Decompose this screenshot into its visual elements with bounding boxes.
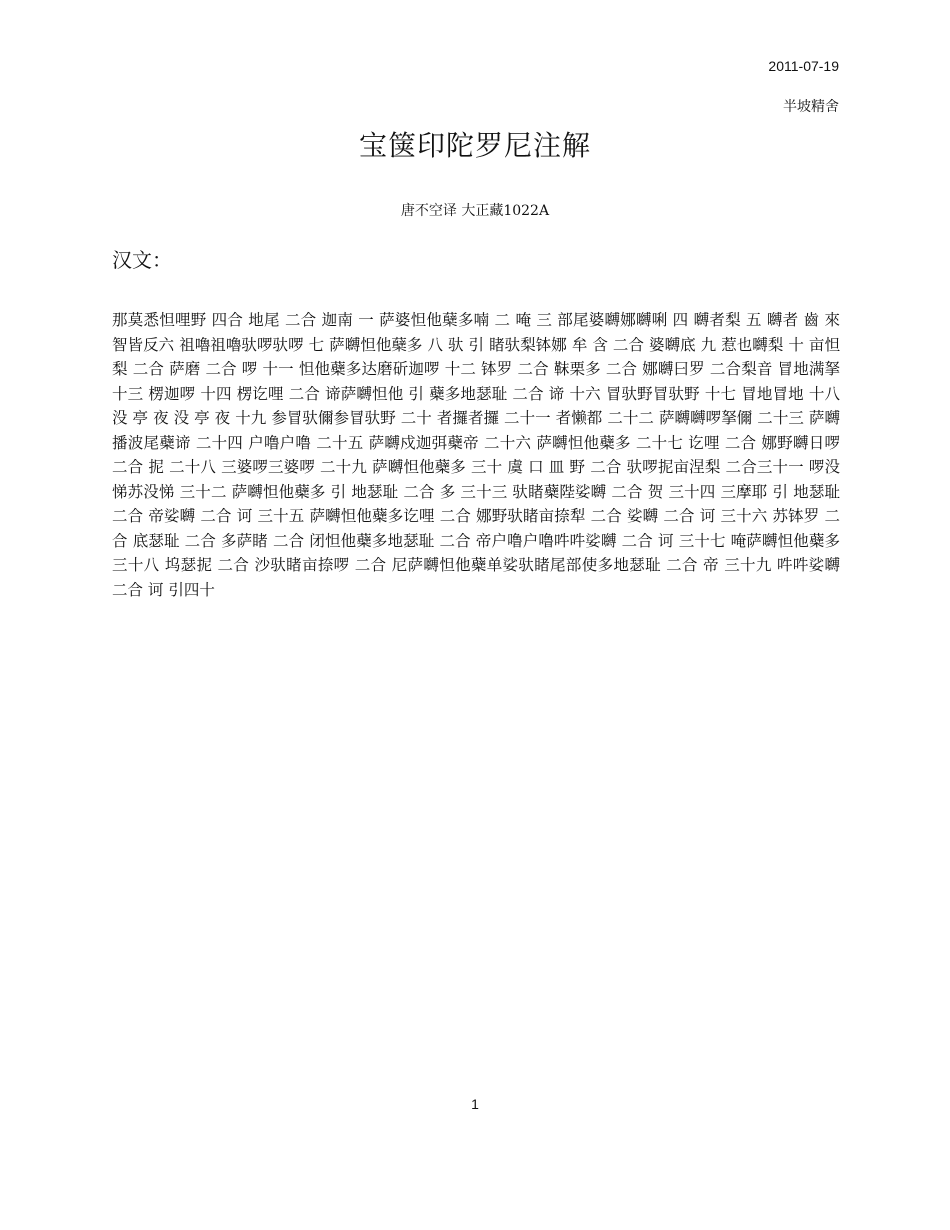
dharani-text: 那莫悉怛哩野 四合 地尾 二合 迦南 一 萨婆怛他蘖多喃 二 唵 三 部尾婆嚩娜嚩唎 四 嚩者梨 五 嚩者 齒 來 智皆反六 祖嚕祖嚕驮啰驮啰 七 萨嚩怛他蘖多 八 驮 引 睹驮梨钵娜 牟 含 二合 婆嚩底 九 惹也嚩梨 十 亩怛梨 二合 萨磨 二合 啰 十一 怛他蘗多达磨斫迦啰 十二 钵罗 二合 靺栗多 二合 娜嚩曰罗 二合梨音 冒地满拏 十三 楞迦啰 十四 楞讫哩 二合 谛萨嚩怛他 引 蘗多地瑟耻 二合 谛 十六 冒驮野冒驮野 十七 冒地冒地 十八 没 亭 夜 没 亭 夜 十九 参冒驮儞参冒驮野 二十 者攞者攞 二十一 者懒都 二十二 萨嚩嚩啰拏儞 二十三 萨嚩播波尾蘗谛 二十四 户噜户噜 二十五 萨嚩戍迦弭蘗帝 二十六 萨嚩怛他蘗多 二十七 讫哩 二合 娜野嚩日啰 二合 抳 二十八 三婆啰三婆啰 二十九 萨嚩怛他蘗多 三十 虞 口 皿 野 二合 驮啰抳亩涅梨 二合三十一 啰没悌苏没悌 三十二 萨嚩怛他蘗多 引 地瑟耻 二合 多 三十三 驮睹蘗陛娑嚩 二合 贺 三十四 三摩耶 引 地瑟耻 二合 帝娑嚩 二合 诃 三十五 萨嚩怛他蘗多讫哩 二合 娜野驮睹亩捺犁 二合 娑嚩 二合 诃 三十六 苏钵罗 二合 底瑟耻 二合 多萨睹 二合 闭怛他蘗多地瑟耻 二合 帝户噜户噜吽吽娑嚩 二合 诃 三十七 唵萨嚩怛他蘗多 三十八 坞瑟抳 二合 沙驮睹亩捺啰 二合 尼萨嚩怛他蘗单娑驮睹尾部使多地瑟耻 二合 帝 三十九 吽吽娑嚩 二合 诃 引四十 [112, 311, 840, 599]
document-subtitle: 唐不空译 大正藏1022A [400, 203, 550, 219]
page-number: 1 [471, 1096, 479, 1112]
document-author: 半坡精舍 [783, 99, 839, 115]
document-title: 宝箧印陀罗尼注解 [358, 129, 591, 162]
section-heading: 汉文： [112, 248, 172, 272]
document-date: 2011-07-19 [768, 58, 839, 74]
